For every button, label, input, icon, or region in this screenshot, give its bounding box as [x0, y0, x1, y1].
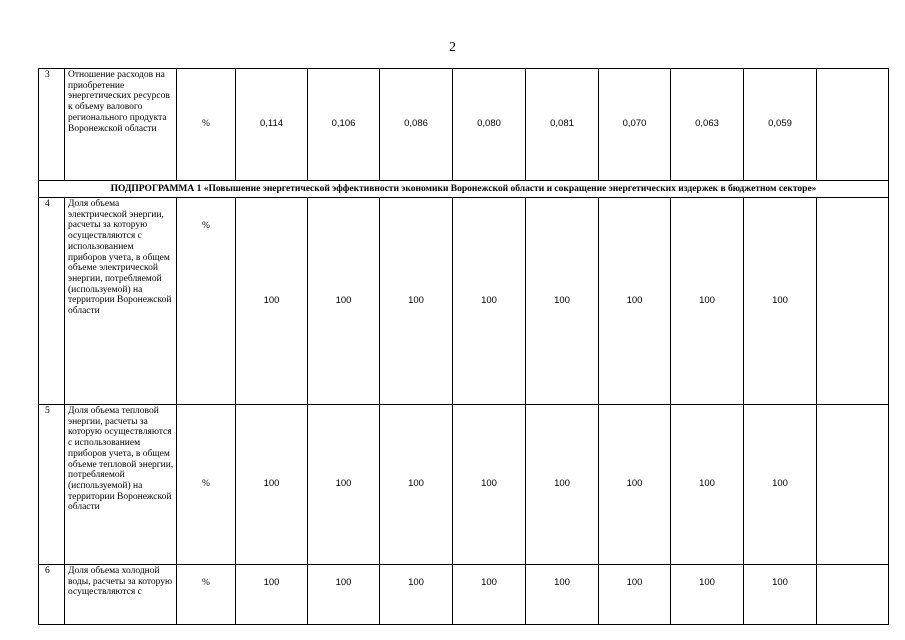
value-cell: 100	[236, 565, 308, 625]
value-cell: 100	[453, 198, 526, 405]
table-row	[39, 69, 889, 181]
subprogram-row	[39, 181, 889, 198]
page-number: 2	[449, 40, 456, 55]
row-number: 5	[39, 405, 65, 565]
value-cell: 0,106	[308, 69, 380, 181]
indicator-name: Доля объема электрической энергии, расчеты за которую осуществляются с использованием приборов учета, в общем объеме электрической энергии, потребляемой (используемой) на территории Воронежской области	[65, 198, 177, 405]
row-number: 3	[39, 69, 65, 181]
value-cell: 100	[236, 198, 308, 405]
value-cell: 100	[671, 198, 744, 405]
value-cell: 100	[599, 405, 671, 565]
value-cell	[817, 69, 889, 181]
subprogram-title: ПОДПРОГРАММА 1 «Повышение энергетической эффективности экономики Воронежской области и сокращение энергетических издержек в бюджетном секторе»	[39, 181, 889, 198]
unit-cell: %	[177, 69, 236, 181]
value-cell: 0,081	[526, 69, 599, 181]
value-cell: 100	[380, 565, 453, 625]
value-cell: 100	[526, 565, 599, 625]
value-cell: 100	[236, 405, 308, 565]
value-cell: 100	[380, 405, 453, 565]
indicator-name: Доля объема холодной воды, расчеты за которую осуществляются с	[65, 565, 177, 625]
value-cell: 100	[671, 405, 744, 565]
value-cell: 0,086	[380, 69, 453, 181]
value-cell: 100	[308, 565, 380, 625]
value-cell	[817, 198, 889, 405]
row-number: 6	[39, 565, 65, 625]
table-row	[39, 405, 889, 565]
value-cell	[817, 405, 889, 565]
indicator-name: Доля объема тепловой энергии, расчеты за которую осуществляются с использованием приборов учета, в общем объеме тепловой энергии, потребляемой (используемой) на территории Воронежской области	[65, 405, 177, 565]
value-cell: 100	[380, 198, 453, 405]
table-row	[39, 198, 889, 405]
unit-cell: %	[177, 405, 236, 565]
value-cell: 100	[744, 565, 817, 625]
value-cell: 0,080	[453, 69, 526, 181]
value-cell: 100	[744, 405, 817, 565]
value-cell: 100	[744, 198, 817, 405]
value-cell: 100	[453, 565, 526, 625]
value-cell: 100	[599, 198, 671, 405]
value-cell: 0,059	[744, 69, 817, 181]
indicators-table	[38, 68, 889, 625]
value-cell: 100	[453, 405, 526, 565]
value-cell: 100	[526, 405, 599, 565]
value-cell	[817, 565, 889, 625]
table-row	[39, 565, 889, 625]
value-cell: 0,070	[599, 69, 671, 181]
value-cell: 0,114	[236, 69, 308, 181]
value-cell: 100	[308, 198, 380, 405]
unit-cell: %	[177, 198, 236, 405]
value-cell: 0,063	[671, 69, 744, 181]
value-cell: 100	[599, 565, 671, 625]
value-cell: 100	[671, 565, 744, 625]
indicator-name: Отношение расходов на приобретение энергетических ресурсов к объему валового регионального продукта Воронежской области	[65, 69, 177, 181]
unit-cell: %	[177, 565, 236, 625]
row-number: 4	[39, 198, 65, 405]
value-cell: 100	[526, 198, 599, 405]
value-cell: 100	[308, 405, 380, 565]
